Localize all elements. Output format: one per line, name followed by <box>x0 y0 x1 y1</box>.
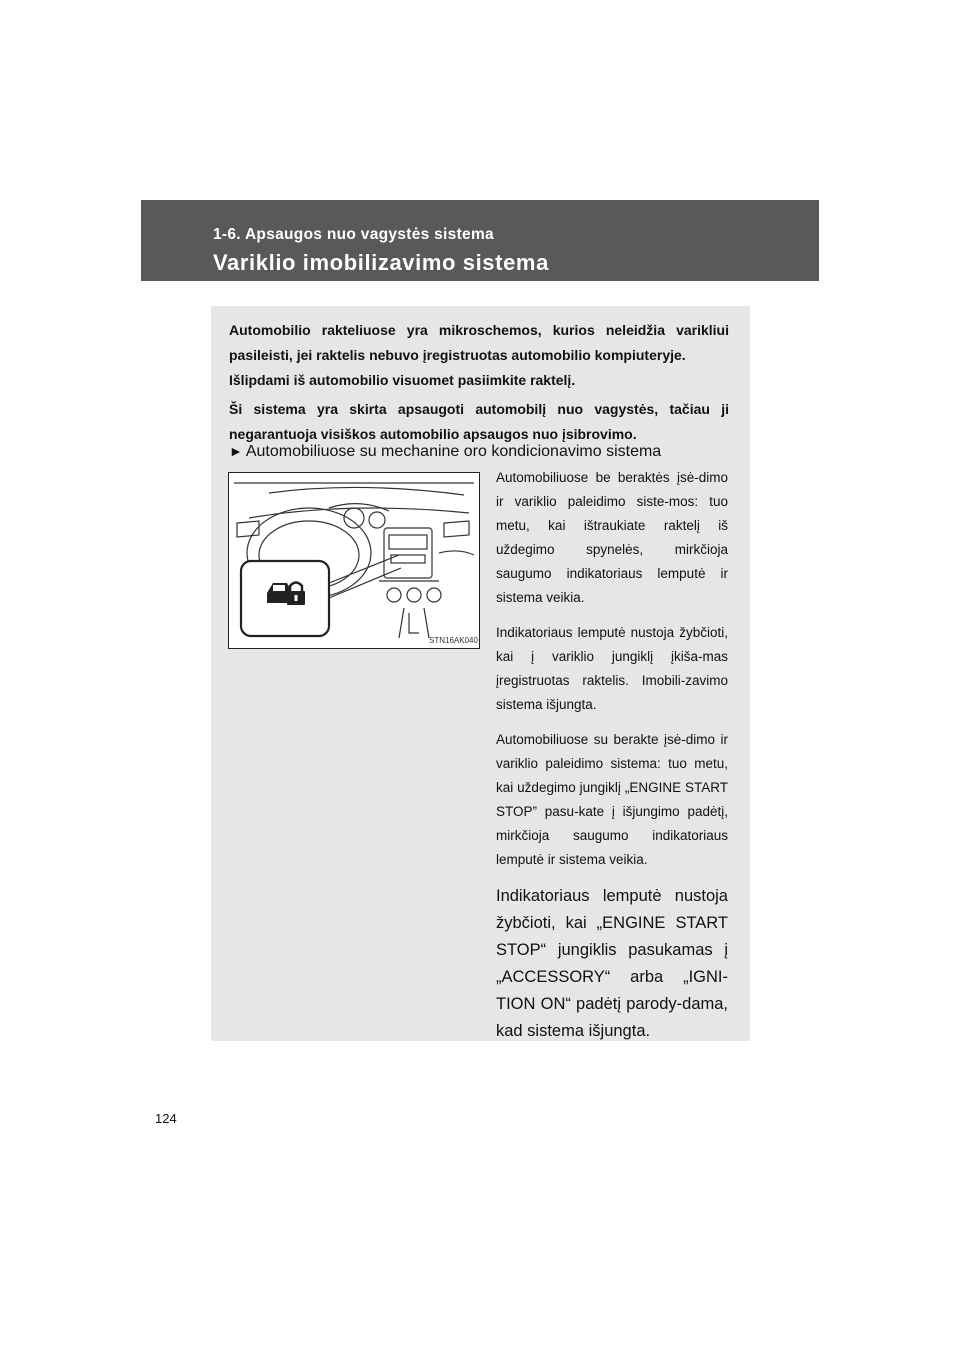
page-number: 124 <box>155 1111 177 1126</box>
dashboard-drawing <box>229 473 479 648</box>
explanation-column <box>496 466 728 1056</box>
intro-paragraph-1: Automobilio rakteliuose yra mikroschemos, kurios neleidžia varikliui pasileisti, jei raktelis nebuvo įregistruotas automobilio kompiuteryje. <box>229 322 729 363</box>
intro-paragraph-3: Ši sistema yra skirta apsaugoti automobilį nuo vagystės, tačiau ji negarantuoja visiškos automobilio apsaugos nuo įsibrovimo. <box>229 401 729 442</box>
section-label: 1-6. Apsaugos nuo vagystės sistema <box>213 226 494 243</box>
triangle-bullet-icon: ► <box>229 443 243 459</box>
explanation-paragraph-3: Automobiliuose su berakte įsė-dimo ir variklio paleidimo sistema: tuo metu, kai uždegimo jungiklį „ENGINE START STOP” pasu-kate į išjungimo padėtį, mirkčioja saugumo indikatoriaus lemputė ir sistema veikia. <box>496 732 728 867</box>
content-box <box>211 306 750 1041</box>
bullet-heading <box>229 439 739 464</box>
explanation-paragraph-1: Automobiliuose be beraktės įsė-dimo ir variklio paleidimo siste-mos: tuo metu, kai ištraukiate raktelį iš uždegimo spynelės, mirkčioja saugumo indikatoriaus lemputė ir sistema veikia. <box>496 470 728 605</box>
explanation-paragraph-4: Indikatoriaus lemputė nustoja žybčioti, kai „ENGINE START STOP“ jungiklis pasukamas į „ACCESSORY“ arba „IGNI-TION ON“ padėtį parody-dama, kad sistema išjungta. <box>496 887 728 1040</box>
chapter-header <box>141 200 819 281</box>
dashboard-illustration <box>228 472 480 649</box>
bullet-heading-text: Automobiliuose su mechanine oro kondicionavimo sistema <box>245 443 662 460</box>
intro-paragraph-2: Išlipdami iš automobilio visuomet pasiimkite raktelį. <box>229 372 576 388</box>
illustration-code: STN16AK040 <box>429 636 478 645</box>
explanation-paragraph-2: Indikatoriaus lemputė nustoja žybčioti, kai į variklio jungiklį įkiša-mas įregistruotas raktelis. Imobili-zavimo sistema išjungta. <box>496 625 728 712</box>
intro-text <box>229 318 729 447</box>
page-title: Variklio imobilizavimo sistema <box>213 250 549 275</box>
